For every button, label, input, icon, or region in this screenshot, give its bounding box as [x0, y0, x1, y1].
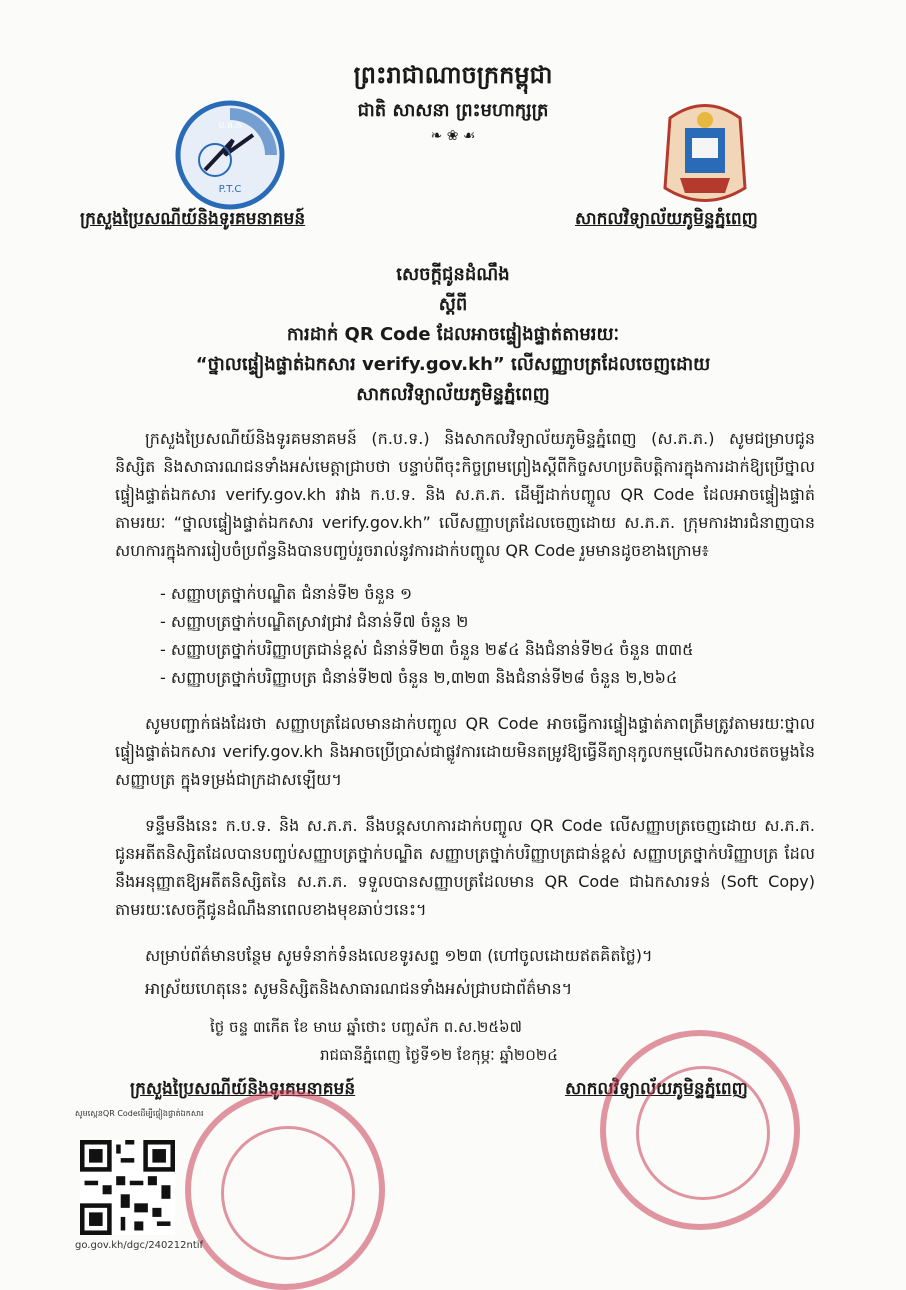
university-emblem [650, 98, 760, 208]
ministry-logo-bottom-text: P.T.C [218, 184, 242, 195]
list-item: - សញ្ញាបត្រថ្នាក់បណ្ឌិត ជំនាន់ទី២ ចំនួន ១ [160, 580, 810, 608]
ministry-signature-title: ក្រសួងប្រៃសណីយ៍និងទូរគមនាគមន៍ [130, 1079, 356, 1099]
notice-subject-line-3: សាកលវិទ្យាល័យភូមិន្ទភ្នំពេញ [356, 384, 550, 405]
ministry-logo [175, 100, 285, 210]
notice-subject-label: ស្តីពី [438, 294, 468, 315]
university-name: សាកលវិទ្យាល័យភូមិន្ទភ្នំពេញ [575, 209, 758, 229]
qr-code[interactable] [80, 1140, 175, 1235]
body-paragraph-4: សម្រាប់ព័ត៌មានបន្ថែម សូមទំនាក់ទំនងលេខទូរសព្ទ ១២៣ (ហៅចូលដោយឥតគិតថ្លៃ)។ [145, 946, 653, 965]
body-paragraph-5: អាស្រ័យហេតុនេះ សូមនិស្សិតនិងសាធារណជនទាំងអស់ជ្រាបជាព័ត៌មាន។ [145, 979, 573, 998]
list-item: - សញ្ញាបត្រថ្នាក់បរិញ្ញាបត្រជាន់ខ្ពស់ ជំនាន់ទី២៣ ចំនួន ២៩៤ និងជំនាន់ទី២៤ ចំនួន ៣៣៥ [160, 636, 810, 664]
qr-url[interactable]: go.gov.kh/dgc/240212ntif [75, 1240, 204, 1251]
body-paragraph-3: ទន្ទឹមនឹងនេះ ក.ប.ទ. និង ស.ភ.ភ. នឹងបន្តសហការដាក់បញ្ចូល QR Code លើសញ្ញាបត្រចេញដោយ ស.ភ.ភ. ជូនអតីតនិស្សិតដែលបានបញ្ចប់សញ្ញាបត្រថ្នាក់បណ្ឌិត សញ្ញាបត្រថ្នាក់បរិញ្ញាបត្រជាន់ខ្ពស់ សញ្ញាបត្រថ្នាក់បរិញ្ញាបត្រ ដែលនឹងអនុញ្ញាតឱ្យអតីតនិស្សិតនៃ ស.ភ.ភ. ទទួលបានសញ្ញាបត្រដែលមាន QR Code ជាឯកសារទន់ (Soft Copy) តាមរយៈសេចក្តីជូនដំណឹងនាពេលខាងមុខឆាប់ៗនេះ។ [115, 816, 815, 919]
notice-title: សេចក្តីជូនដំណឹង [396, 264, 510, 285]
notice-subject-line-2: “ថ្នាលផ្ទៀងផ្ទាត់ឯកសារ verify.gov.kh” លើសញ្ញាបត្រដែលចេញដោយ [195, 354, 711, 375]
body-paragraph-2: សូមបញ្ជាក់ផងដែរថា សញ្ញាបត្រដែលមានដាក់បញ្ចូល QR Code អាចធ្វើការផ្ទៀងផ្ទាត់ភាពត្រឹមត្រូវតាមរយៈថ្នាលផ្ទៀងផ្ទាត់ឯកសារ verify.gov.kh និងអាចប្រើប្រាស់ជាផ្លូវការដោយមិនតម្រូវឱ្យធ្វើនីត្យានុកូលកម្មលើឯកសារថតចម្លងនៃសញ្ញាបត្រ ក្នុងទម្រង់ជាក្រដាសឡើយ។ [115, 714, 815, 789]
list-item: - សញ្ញាបត្រថ្នាក់បរិញ្ញាបត្រ ជំនាន់ទី២៧ ចំនួន ២,៣២៣ និងជំនាន់ទី២៨ ចំនួន ២,២៦៤ [160, 664, 810, 692]
ministry-name: ក្រសួងប្រៃសណីយ៍និងទូរគមនាគមន៍ [80, 209, 306, 229]
kingdom-heading: ព្រះរាជាណាចក្រកម្ពុជា [353, 61, 553, 89]
certificate-list [160, 580, 810, 692]
notice-subject-line-1: ការដាក់ QR Code ដែលអាចផ្ទៀងផ្ទាត់តាមរយៈ [286, 324, 620, 345]
university-seal [600, 1030, 800, 1230]
list-item: - សញ្ញាបត្រថ្នាក់បណ្ឌិតស្រាវជ្រាវ ជំនាន់ទី៧ ចំនួន ២ [160, 608, 810, 636]
national-motto: ជាតិ សាសនា ព្រះមហាក្សត្រ [357, 100, 549, 121]
qr-caption: សូមស្កេនQR Codeដើម្បីផ្ទៀងផ្ទាត់ឯកសារ [75, 1109, 204, 1118]
lunar-date: ថ្ងៃ ចន្ទ ៣កើត ខែ មាឃ ឆ្នាំថោះ បញ្ចស័ក ព.ស.២៥៦៧ [210, 1018, 522, 1036]
ministry-seal [185, 1090, 385, 1290]
body-paragraph-1: ក្រសួងប្រៃសណីយ៍និងទូរគមនាគមន៍ (ក.ប.ទ.) និងសាកលវិទ្យាល័យភូមិន្ទភ្នំពេញ (ស.ភ.ភ.) សូមជម្រាបជូននិស្សិត និងសាធារណជនទាំងអស់មេត្តាជ្រាបថា បន្ទាប់ពីចុះកិច្ចព្រមព្រៀងស្តីពីកិច្ចសហប្រតិបត្តិការក្នុងការដាក់ឱ្យប្រើថ្នាលផ្ទៀងផ្ទាត់ឯកសារ verify.gov.kh រវាង ក.ប.ទ. និង ស.ភ.ភ. ដើម្បីដាក់បញ្ចូល QR Code ដែលអាចផ្ទៀងផ្ទាត់តាមរយៈ “ថ្នាលផ្ទៀងផ្ទាត់ឯកសារ verify.gov.kh” លើសញ្ញាបត្រដែលចេញដោយ ស.ភ.ភ. ក្រុមការងារជំនាញបានសហការក្នុងការរៀបចំប្រព័ន្ធនិងបានបញ្ចប់រួចរាល់នូវការដាក់បញ្ចូល QR Code រួមមានដូចខាងក្រោម៖ [115, 429, 815, 560]
ornament-divider: ❧ ❀ ☙ [430, 128, 476, 144]
ministry-logo-top-text: ប.ធ.ក [218, 121, 242, 131]
solar-date: រាជធានីភ្នំពេញ ថ្ងៃទី១២ ខែកុម្ភៈ ឆ្នាំ២០២៤ [320, 1046, 558, 1064]
university-signature-title: សាកលវិទ្យាល័យភូមិន្ទភ្នំពេញ [565, 1079, 748, 1099]
